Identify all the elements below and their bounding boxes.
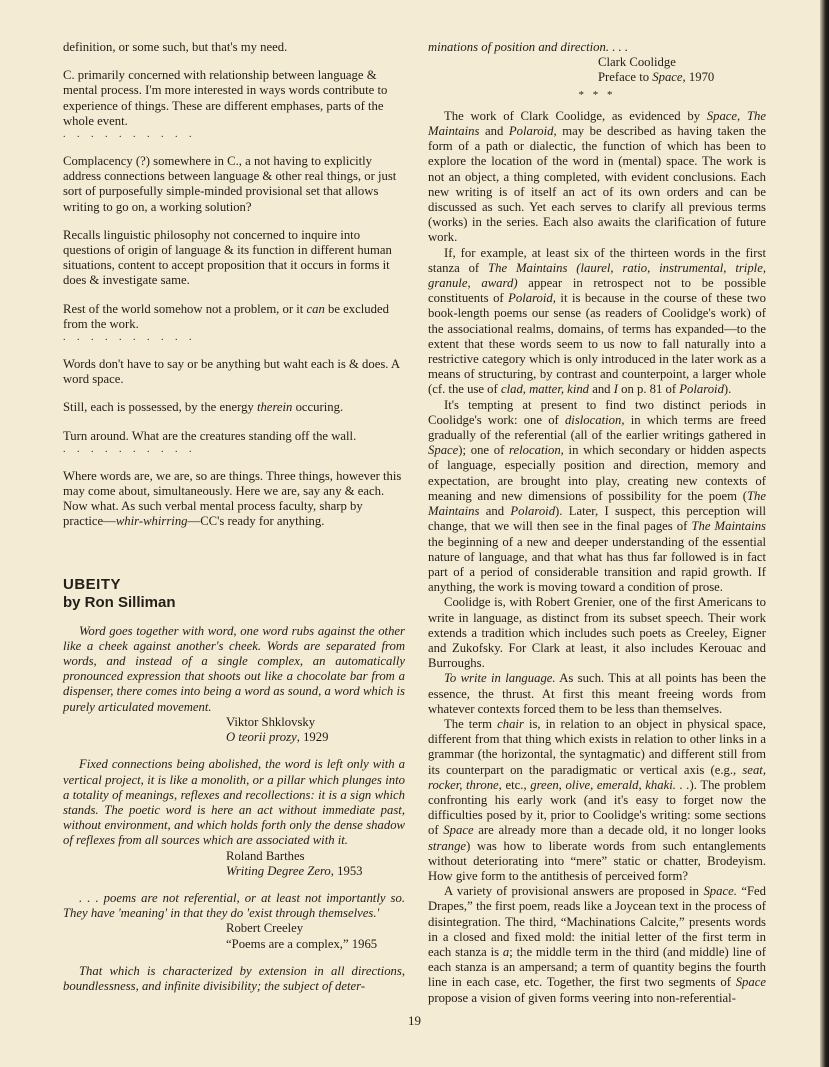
section-dots: . . . . . . . . . . (63, 332, 196, 344)
epigraph-author: Roland Barthes (226, 848, 305, 863)
section-dots: . . . . . . . . . . (63, 129, 196, 141)
left-paragraph: Rest of the world somehow not a problem, or it can be excluded from the work. (63, 301, 389, 331)
epigraph-source: O teorii prozy, 1929 (226, 730, 329, 745)
epigraph-author: Robert Creeley (226, 921, 304, 936)
left-paragraph: definition, or some such, but that's my need. (63, 40, 288, 54)
right-column (428, 40, 766, 1006)
epigraph-author: Clark Coolidge (598, 55, 676, 70)
epigraph-source: “Poems are a complex,” 1965 (226, 936, 378, 951)
epigraph-quote: Word goes together with word, one word rubs against the other like a cheek against another's cheek. Words are separated from words, and instead of a single complex, an automatically pronounced expression that shoots out like a chocolate bar from a dispenser, there comes into being a word as sound, a word which is purely articulated movement. (63, 623, 405, 714)
left-paragraph: Complacency (?) somewhere in C., a not having to explicitly address connections between language & other real things, or just sort of purposefully simple-minded provisional set that allows writing to go on, a working solution? (63, 154, 397, 214)
body-paragraph: It's tempting at present to find two distinct periods in Coolidge's work: one of dislocation, in which terms are freed gradually of the referential (all of the earlier writings gathered in Space); one of relocation, in which secondary or hidden aspects of language, especially position and direction, memory and expectation, are brought into play, creating new contexts of meaning and new dimensions of possibility for the poem (The Maintains and Polaroid). Later, I suspect, this perception will change, that we will then see in the final pages of The Maintains the beginning of a new and deeper understanding of the essential nature of language, and that what has thus far followed is in fact part of a period of considerable transition and rapid growth. If anything, the work is moving toward a condition of prose. (428, 397, 767, 595)
left-paragraph: Recalls linguistic philosophy not concerned to inquire into questions of origin of language & its function in different human situations, content to accept proposition that it occurs in forms it does & investigate same. (63, 227, 392, 288)
left-paragraph: Words don't have to say or be anything but waht each is & does. A word space. (63, 357, 400, 387)
left-paragraph: Where words are, we are, so are things. Three things, however this may come about, simultaneously. Here we are, say any & each. Now what. As such verbal mental process faculty, sharp by practice—whir-whirring—CC's ready for anything. (63, 468, 402, 529)
left-paragraph: C. primarily concerned with relationship between language & mental process. I'm more interested in ways words contribute to experience of things. These are different emphases, parts of the whole event. (63, 68, 388, 128)
epigraph-quote: . . . poems are not referential, or at least not importantly so. They have 'meaning' in that they do 'exist through themselves.' (63, 890, 405, 921)
section-dots: . . . . . . . . . . (63, 443, 196, 455)
body-paragraph: To write in language. As such. This at all points has been the essence, the thrust. At first this meant freeing words from whatever contexts forced them to be less than themselves. (428, 671, 767, 716)
body-paragraph: The term chair is, in relation to an object in physical space, different from that thing which exists in relation to other links in a grammar (the horizontal, the syntagmatic) and different still from its counterpart on the paradigmatic or vertical axis (e.g., seat, rocker, throne, etc., green, olive, emerald, khaki. . .). The problem confronting his early work (and it's easy to forget now the difficulties posed by it, prior to Coolidge's writing: some sections of Space are already more than a decade old, it no longer looks strange) was how to liberate words from such entanglements without deteriorating into “mere” static or chatter, Brodeyism. How give form to the antithesis of perceived form? (428, 716, 766, 883)
body-paragraph: The work of Clark Coolidge, as evidenced by Space, The Maintains and Polaroid, may be described as having taken the form of a path or dialectic, the function of which has been to explore the location of the word in (mental) space. The work is not an object, a thing completed, with evident conclusions. Each new writing is of itself an act of its own orders and can be discussed as such. Yet each serves to clarify all previous terms (works) in the series. Each also awaits the clarification of future work. (428, 108, 766, 245)
body-paragraph: If, for example, at least six of the thirteen words in the first stanza of The Maintains (laurel, ratio, instrumental, triple, granule, award) appear in retrospect not to be possible constituents of Polaroid, it is because in the course of these two book-length poems our sense (as readers of Coolidge's work) of the associational realms, domains, of terms has expanded—to the extent that these words seem to us now to fall naturally into a restrictive category which is only introduced in the later work as a means of structuring, by contrast and counterpoint, a larger whole (cf. the use of clad, matter, kind and I on p. 81 of Polaroid). (428, 245, 767, 397)
epigraph-source: Writing Degree Zero, 1953 (226, 863, 363, 878)
epigraph-quote: Fixed connections being abolished, the word is left only with a vertical project, it is like a monolith, or a pillar which plunges into a totality of meanings, reflexes and recollections: it is a sign which stands. The poetic word is here an act without immediate past, without environment, and which holds forth only the dense shadow of reflexes from all sources which are associated with it. (63, 757, 405, 848)
epigraph-quote-continued: minations of position and direction. . . . (428, 40, 629, 54)
section-divider: * * * (578, 88, 616, 101)
left-column (63, 40, 405, 994)
page-number: 19 (408, 1013, 421, 1028)
page-edge (820, 0, 829, 1067)
epigraph-source: Preface to Space, 1970 (598, 70, 715, 85)
body-paragraph: A variety of provisional answers are proposed in Space. “Fed Drapes,” the first poem, reads like a Joycean text in the process of disintegration. The third, “Machinations Calcite,” presents words in a closed and fixed mold: the initial letter of the first term in each stanza is a; the middle term in the third (and middle) line of each stanza is an ampersand; a term of quantity begins the fourth line in each case, etc. Together, the first two segments of Space propose a vision of given forms veering into non-referential- (428, 884, 766, 1005)
article-byline: by Ron Silliman (63, 593, 176, 611)
article-heading: UBEITY (63, 575, 122, 593)
epigraph-quote: That which is characterized by extension in all directions, boundlessness, and infinite divisibility; the subject of deter- (63, 963, 405, 993)
left-paragraph: Turn around. What are the creatures standing off the wall. (63, 428, 357, 443)
body-paragraph: Coolidge is, with Robert Grenier, one of the first Americans to write in language, as distinct from its subset speech. Their work extends a tradition which includes such poets as Creeley, Eigner and Zukofsky. For Clark at least, it also includes Kerouac and Burroughs. (428, 595, 766, 671)
left-paragraph: Still, each is possessed, by the energy therein occuring. (63, 400, 344, 415)
epigraph-author: Viktor Shklovsky (226, 714, 316, 729)
